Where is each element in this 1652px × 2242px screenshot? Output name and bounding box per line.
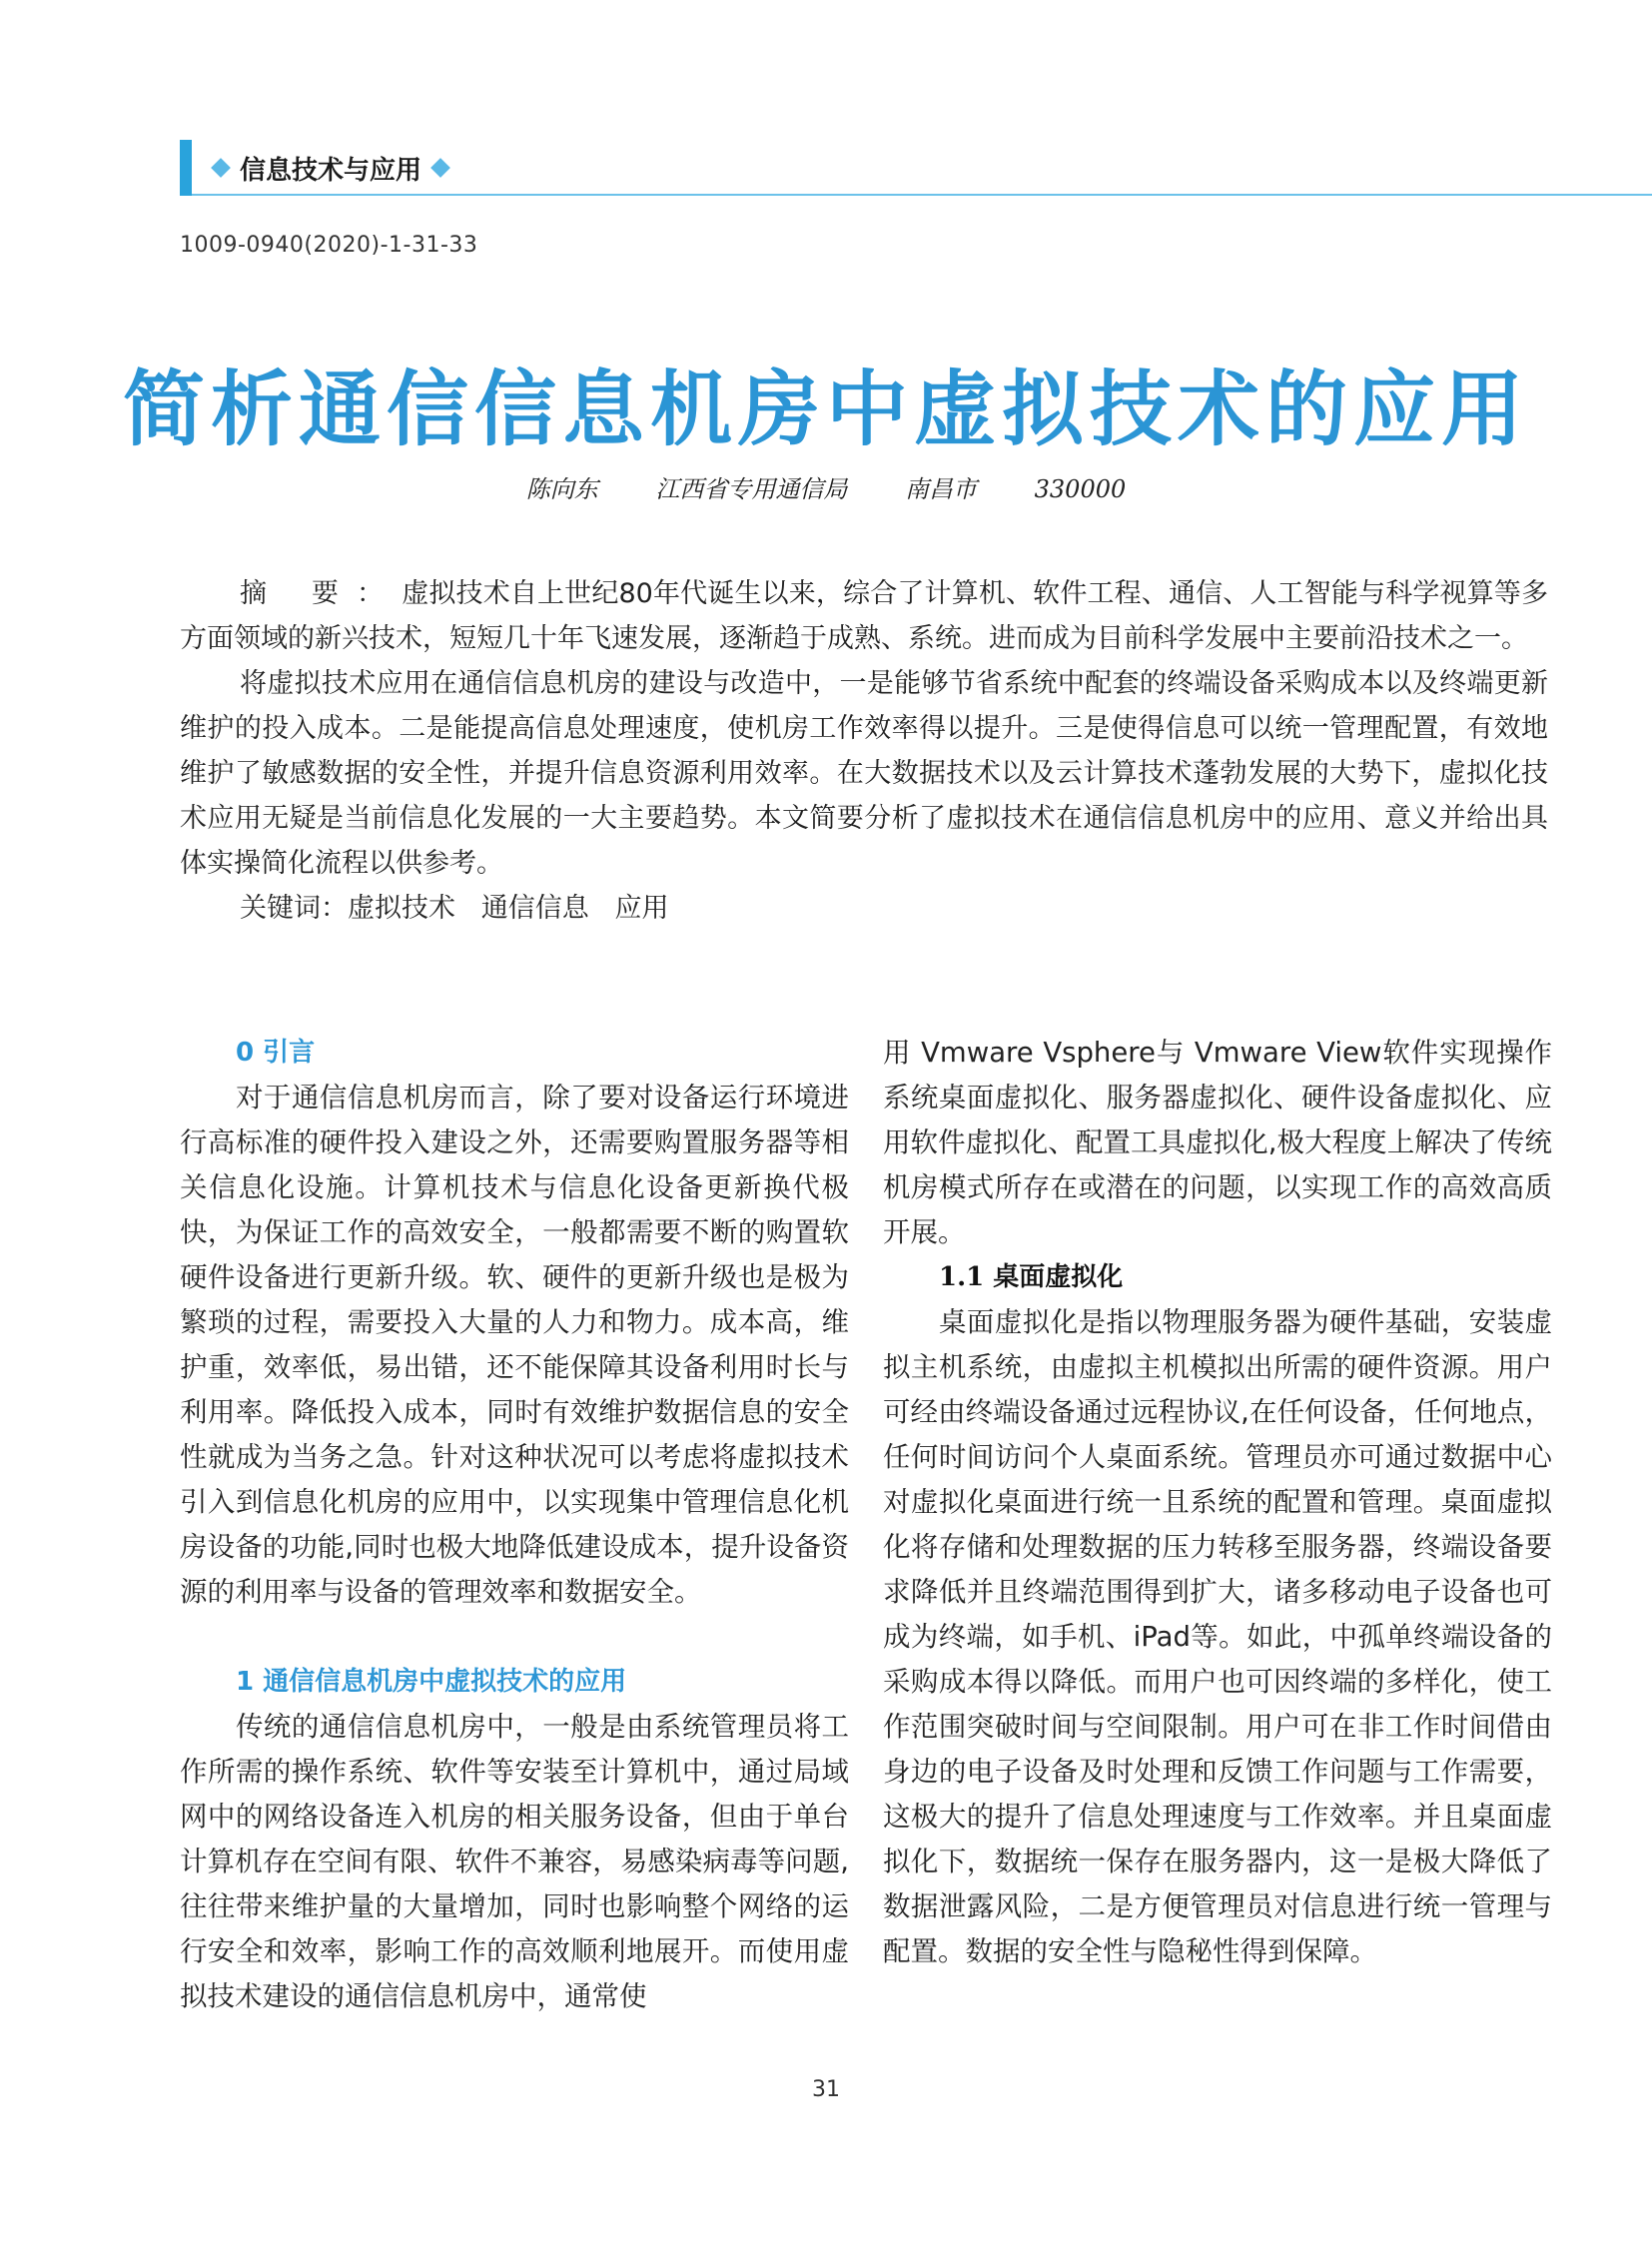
left-column [180, 1031, 849, 2019]
column-header [208, 146, 459, 190]
section-heading-0: 0 引言 [236, 1038, 316, 1068]
header-accent-bar [180, 140, 192, 196]
section-1-paragraph-continued: 用 Vmware Vsphere与 Vmware View软件实现操作系统桌面虚拟化、服务器虚拟化、硬件设备虚拟化、应用软件虚拟化、配置工具虚拟化,极大程度上解决了传统机房模式所存在或潜在的问题，以实现工作的高效高质开展。 [883, 1037, 1552, 1248]
page-number: 31 [812, 2077, 840, 2102]
column-title: 信息技术与应用 [240, 155, 422, 186]
keyword: 应用 [614, 893, 669, 924]
author-affiliation: 江西省专用通信局 [655, 475, 848, 503]
diamond-icon [211, 158, 231, 178]
abstract [180, 571, 1548, 931]
header-rule [192, 194, 1652, 196]
subsection-1-1-paragraph: 桌面虚拟化是指以物理服务器为硬件基础，安装虚拟主机系统，由虚拟主机模拟出所需的硬件资源。用户可经由终端设备通过远程协议,在任何设备，任何地点，任何时间访问个人桌面系统。管理员亦可通过数据中心对虚拟化桌面进行统一且系统的配置和管理。桌面虚拟化将存储和处理数据的压力转移至服务器，终端设备要求降低并且终端范围得到扩大，诸多移动电子设备也可成为终端，如手机、iPad等。如此，中孤单终端设备的采购成本得以降低。而用户也可因终端的多样化，使工作范围突破时间与空间限制。用户可在非工作时间借由身边的电子设备及时处理和反馈工作问题与工作需要，这极大的提升了信息处理速度与工作效率。并且桌面虚拟化下，数据统一保存在服务器内，这一是极大降低了数据泄露风险，二是方便管理员对信息进行统一管理与配置。数据的安全性与隐秘性得到保障。 [883, 1306, 1552, 1967]
author-city: 南昌市 [905, 475, 977, 503]
abstract-label: 摘 要： [240, 578, 403, 609]
document-code: 1009-0940(2020)-1-31-33 [180, 233, 478, 258]
abstract-para-2: 将虚拟技术应用在通信信息机房的建设与改造中，一是能够节省系统中配套的终端设备采购成本以及终端更新维护的投入成本。二是能提高信息处理速度，使机房工作效率得以提升。三是使得信息可以统一管理配置，有效地维护了敏感数据的安全性，并提升信息资源利用效率。在大数据技术以及云计算技术蓬勃发展的大势下，虚拟化技术应用无疑是当前信息化发展的一大主要趋势。本文简要分析了虚拟技术在通信信息机房中的应用、意义并给出具体实操简化流程以供参考。 [180, 668, 1548, 879]
section-heading-1: 1 通信信息机房中虚拟技术的应用 [236, 1667, 627, 1697]
subsection-heading-1-1: 1.1 桌面虚拟化 [939, 1262, 1124, 1292]
author-line [0, 469, 1652, 504]
author-postcode: 330000 [1034, 475, 1127, 503]
diamond-icon [430, 158, 450, 178]
author-name: 陈向东 [525, 475, 598, 503]
keyword: 通信信息 [480, 893, 589, 924]
section-1-paragraph: 传统的通信信息机房中，一般是由系统管理员将工作所需的操作系统、软件等安装至计算机中，通过局域网中的网络设备连入机房的相关服务设备，但由于单台计算机存在空间有限、软件不兼容，易感染病毒等问题,往往带来维护量的大量增加，同时也影响整个网络的运行安全和效率，影响工作的高效顺利地展开。而使用虚拟技术建设的通信信息机房中，通常使 [180, 1711, 849, 2012]
section-0-paragraph: 对于通信信息机房而言，除了要对设备运行环境进行高标准的硬件投入建设之外，还需要购置服务器等相关信息化设施。计算机技术与信息化设备更新换代极快，为保证工作的高效安全，一般都需要不断的购置软硬件设备进行更新升级。软、硬件的更新升级也是极为繁琐的过程，需要投入大量的人力和物力。成本高，维护重，效率低，易出错，还不能保障其设备利用时长与利用率。降低投入成本，同时有效维护数据信息的安全性就成为当务之急。针对这种状况可以考虑将虚拟技术引入到信息化机房的应用中，以实现集中管理信息化机房设备的功能,同时也极大地降低建设成本，提升设备资源的利用率与设备的管理效率和数据安全。 [180, 1082, 849, 1608]
keywords-label: 关键词： [240, 893, 348, 924]
right-column [883, 1031, 1552, 1974]
abstract-para-1: 摘 要：虚拟技术自上世纪80年代诞生以来，综合了计算机、软件工程、通信、人工智能与科学视算等多方面领域的新兴技术，短短几十年飞速发展，逐渐趋于成熟、系统。进而成为目前科学发展中主要前沿技术之一。 [180, 578, 1548, 654]
keyword: 虚拟技术 [348, 893, 455, 924]
article-title: 简析通信信息机房中虚拟技术的应用 [122, 363, 1529, 457]
keywords [180, 886, 1548, 931]
